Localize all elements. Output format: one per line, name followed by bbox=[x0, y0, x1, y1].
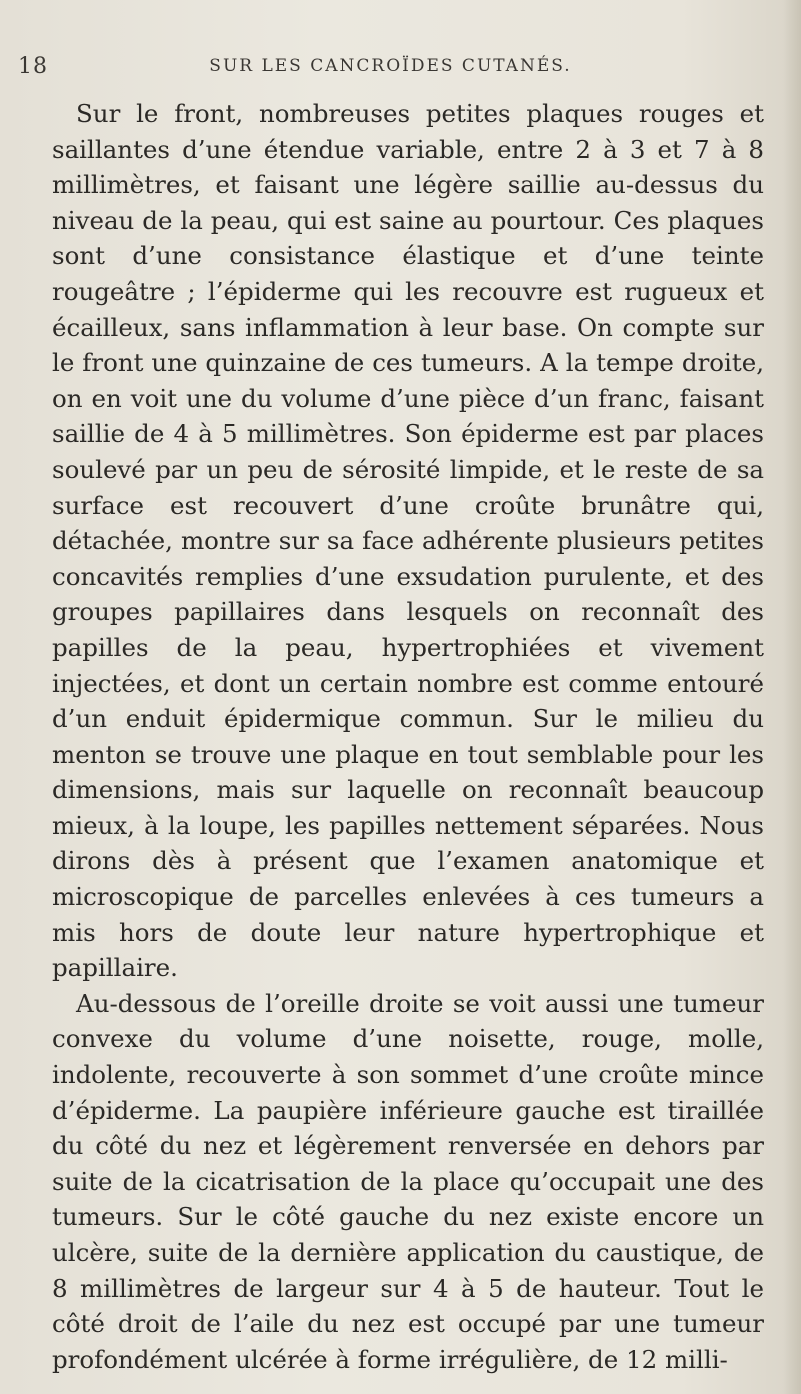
running-title: SUR LES CANCROÏDES CUTANÉS. bbox=[209, 56, 572, 76]
body-text bbox=[52, 96, 764, 1377]
paragraph: Au-dessous de l’oreille droite se voit aussi une tumeur convexe du volume d’une noisette, rouge, molle, indolente, recouverte à son sommet d’une croûte mince d’épiderme. La paupière inférieure gauche est tiraillée du côté du nez et légèrement renversée en dehors par suite de la cicatrisation de la place qu’occupait une des tumeurs. Sur le côté gauche du nez existe encore un ulcère, suite de la dernière application du caustique, de 8 millimètres de largeur sur 4 à 5 de hauteur. Tout le côté droit de l’aile du nez est occupé par une tumeur profondément ulcérée à forme irrégulière, de 12 milli- bbox=[52, 988, 764, 1374]
page-edge-shadow bbox=[783, 0, 801, 1394]
page-header bbox=[18, 54, 763, 86]
page-number: 18 bbox=[18, 54, 48, 79]
paragraph: Sur le front, nombreuses petites plaques rouges et saillantes d’une étendue variable, entre 2 à 3 et 7 à 8 millimètres, et faisant une légère saillie au-dessus du niveau de la peau, qui est saine au pourtour. Ces plaques sont d’une consistance élastique et d’une teinte rougeâtre ; l’épiderme qui les recouvre est rugueux et écailleux, sans inflammation à leur base. On compte sur le front une quinzaine de ces tumeurs. A la tempe droite, on en voit une du volume d’une pièce d’un franc, faisant saillie de 4 à 5 millimètres. Son épiderme est par places soulevé par un peu de sérosité limpide, et le reste de sa surface est recouvert d’une croûte brunâtre qui, détachée, montre sur sa face adhérente plusieurs petites concavités remplies d’une exsudation purulente, et des groupes papillaires dans lesquels on reconnaît des papilles de la peau, hypertrophiées et vivement injectées, et dont un certain nombre est comme entouré d’un enduit épidermique commun. Sur le milieu du menton se trouve une plaque en tout semblable pour les dimensions, mais sur laquelle on reconnaît beaucoup mieux, à la loupe, les papilles nettement séparées. Nous dirons dès à présent que l’examen anatomique et microscopique de parcelles enlevées à ces tumeurs a mis hors de doute leur nature hypertrophique et papillaire. bbox=[52, 99, 764, 983]
